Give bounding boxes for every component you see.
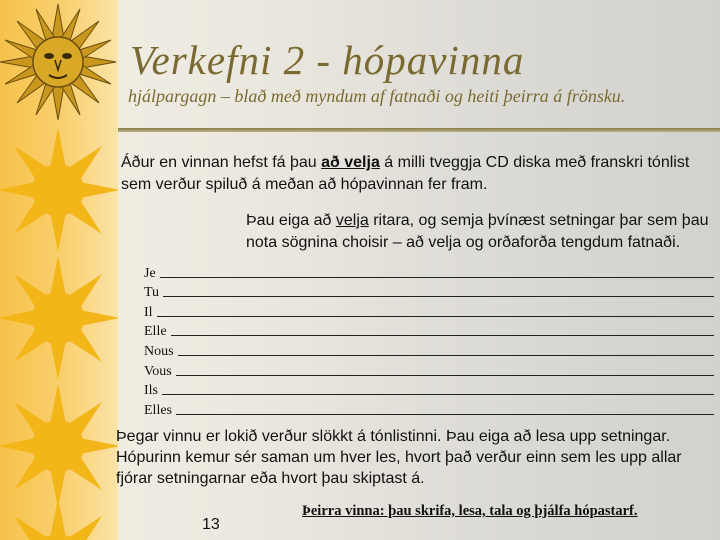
blank-line	[176, 374, 714, 376]
intro-emphasis: að velja	[321, 154, 380, 171]
blank-line	[178, 354, 714, 356]
sun-icon	[0, 128, 118, 252]
blank-line	[160, 276, 714, 278]
sun-decoration	[0, 0, 118, 540]
intro-text-start: Áður en vinnan hefst fá þau	[121, 154, 322, 171]
sentence-line	[144, 262, 714, 282]
blank-line	[157, 315, 714, 317]
pronoun-label: Je	[144, 265, 156, 281]
sentence-line	[144, 301, 714, 321]
page-title: Verkefni 2 - hópavinna	[130, 37, 525, 83]
pronoun-label: Elle	[144, 324, 167, 340]
sun-icon	[0, 384, 118, 508]
sentence-line	[144, 340, 714, 360]
task-text-start: Þau eiga að	[246, 212, 336, 229]
sun-face-icon	[0, 4, 116, 120]
pronoun-label: Il	[144, 304, 153, 320]
task-emphasis: velja	[335, 212, 369, 229]
intro-paragraph	[121, 152, 711, 196]
task-text-end: ritara, og semja þvínæst setningar þar sem þau nota sögnina choisir – að velja og orðaforða tengdum fatnaði.	[246, 212, 709, 251]
footer-summary: Þeirra vinna: þau skrifa, lesa, tala og þjálfa hópastarf.	[302, 503, 638, 519]
sentence-line	[144, 360, 714, 380]
sun-icon	[0, 256, 118, 380]
sentence-lines	[144, 262, 714, 419]
closing-paragraph: Þegar vinnu er lokið verður slökkt á tónlistinni. Þau eiga að lesa upp setningar. Hópurinn kemur sér saman um hver les, hvort það verður einn sem les upp allar fjórar setningarnar eða hvort þau skiptast á.	[116, 428, 682, 487]
sentence-line	[144, 321, 714, 341]
page-subtitle: hjálpargagn – blað með myndum af fatnaði og heiti þeirra á frönsku.	[128, 86, 626, 106]
sentence-line	[144, 380, 714, 400]
intro-text-end: á milli tveggja CD diska með franskri tónlist sem verður spiluð á meðan að hópavinnan fer fram.	[121, 154, 690, 193]
pronoun-label: Elles	[144, 402, 172, 418]
sentence-line	[144, 399, 714, 419]
sun-icon	[0, 498, 118, 540]
page-number: 13	[202, 516, 220, 533]
sentence-line	[144, 282, 714, 302]
pronoun-label: Vous	[144, 363, 172, 379]
task-paragraph	[246, 210, 714, 254]
pronoun-label: Nous	[144, 343, 174, 359]
blank-line	[176, 413, 714, 415]
blank-line	[171, 334, 714, 336]
pronoun-label: Ils	[144, 383, 158, 399]
pronoun-label: Tu	[144, 285, 160, 301]
blank-line	[163, 295, 714, 297]
title-divider	[118, 128, 720, 132]
blank-line	[162, 393, 714, 395]
